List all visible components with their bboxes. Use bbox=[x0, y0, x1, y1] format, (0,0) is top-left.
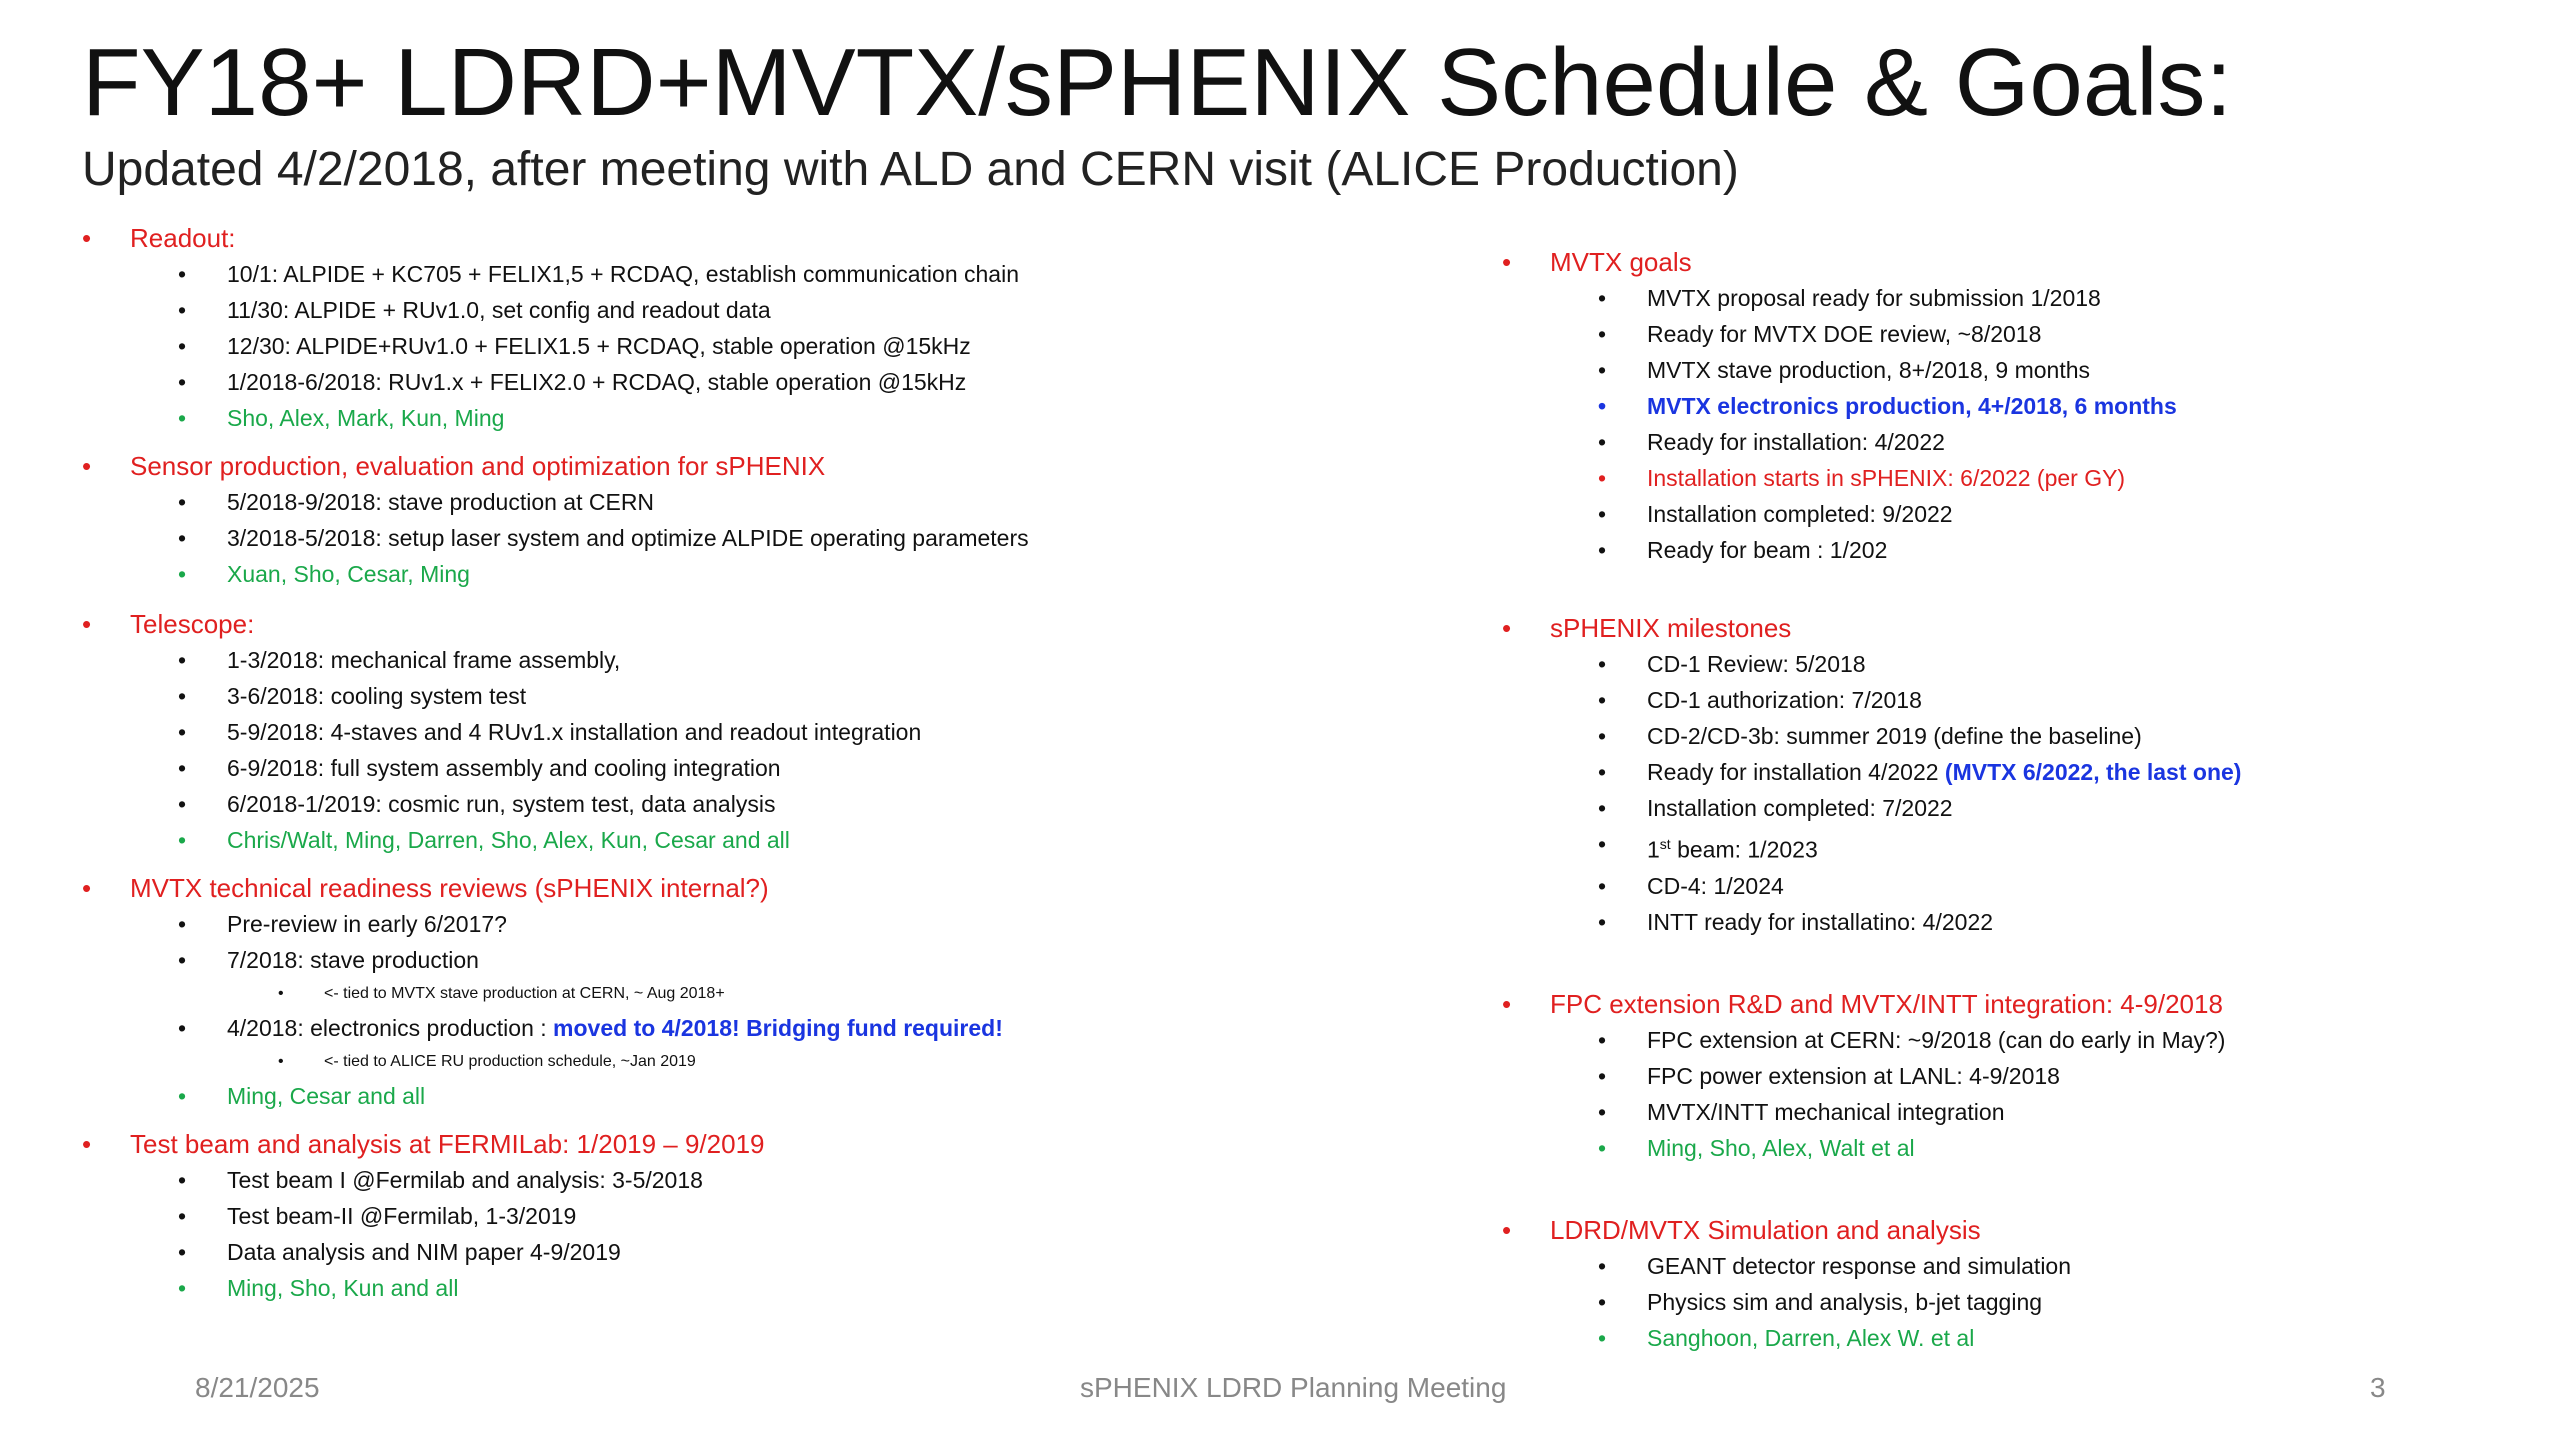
section-reviews bbox=[82, 870, 1382, 1114]
item-highlight: moved to 4/2018! Bridging fund required! bbox=[553, 1015, 1003, 1041]
people-list: • Chris/Walt, Ming, Darren, Sho, Alex, Kun, Cesar and all bbox=[82, 822, 1382, 858]
list-item: • Physics sim and analysis, b-jet tagging bbox=[1502, 1284, 2502, 1320]
section-mvtx-goals bbox=[1502, 244, 2502, 568]
right-column bbox=[1502, 244, 2502, 1356]
people-list: • Ming, Sho, Kun and all bbox=[82, 1270, 1382, 1306]
list-item: • CD-1 Review: 5/2018 bbox=[1502, 646, 2502, 682]
slide-title: FY18+ LDRD+MVTX/sPHENIX Schedule & Goals: bbox=[82, 29, 2233, 136]
list-item: • Data analysis and NIM paper 4-9/2019 bbox=[82, 1234, 1382, 1270]
people-list: • Ming, Sho, Alex, Walt et al bbox=[1502, 1130, 2502, 1166]
section-simulation bbox=[1502, 1212, 2502, 1356]
beam-text: beam: 1/2023 bbox=[1670, 836, 1818, 863]
list-item: • CD-2/CD-3b: summer 2019 (define the baseline) bbox=[1502, 718, 2502, 754]
section-telescope bbox=[82, 606, 1382, 858]
list-item: • GEANT detector response and simulation bbox=[1502, 1248, 2502, 1284]
section-heading: • MVTX technical readiness reviews (sPHENIX internal?) bbox=[82, 870, 1382, 906]
list-item: • Pre-review in early 6/2017? bbox=[82, 906, 1382, 942]
list-item: • Test beam-II @Fermilab, 1-3/2019 bbox=[82, 1198, 1382, 1234]
list-item-alert: • Installation starts in sPHENIX: 6/2022 (per GY) bbox=[1502, 460, 2502, 496]
list-item bbox=[1502, 754, 2502, 790]
list-item: • 3-6/2018: cooling system test bbox=[82, 678, 1382, 714]
list-item: • 6-9/2018: full system assembly and cooling integration bbox=[82, 750, 1382, 786]
list-item bbox=[1502, 826, 2502, 868]
beam-number: 1 bbox=[1647, 836, 1660, 863]
section-heading: • FPC extension R&D and MVTX/INTT integration: 4-9/2018 bbox=[1502, 986, 2502, 1022]
list-item: • Ready for installation: 4/2022 bbox=[1502, 424, 2502, 460]
list-item: • 1/2018-6/2018: RUv1.x + FELIX2.0 + RCDAQ, stable operation @15kHz bbox=[82, 364, 1382, 400]
list-item: • 5-9/2018: 4-staves and 4 RUv1.x installation and readout integration bbox=[82, 714, 1382, 750]
list-item: • 10/1: ALPIDE + KC705 + FELIX1,5 + RCDAQ, establish communication chain bbox=[82, 256, 1382, 292]
list-item: • Test beam I @Fermilab and analysis: 3-5/2018 bbox=[82, 1162, 1382, 1198]
list-item: • Installation completed: 9/2022 bbox=[1502, 496, 2502, 532]
section-sensor bbox=[82, 448, 1382, 592]
list-item: • MVTX proposal ready for submission 1/2018 bbox=[1502, 280, 2502, 316]
list-item: • FPC power extension at LANL: 4-9/2018 bbox=[1502, 1058, 2502, 1094]
list-item: • 7/2018: stave production bbox=[82, 942, 1382, 978]
list-item: • MVTX/INTT mechanical integration bbox=[1502, 1094, 2502, 1130]
sub-item: • <- tied to ALICE RU production schedule, ~Jan 2019 bbox=[82, 1046, 1382, 1078]
sub-item: • <- tied to MVTX stave production at CERN, ~ Aug 2018+ bbox=[82, 978, 1382, 1010]
section-heading: • MVTX goals bbox=[1502, 244, 2502, 280]
list-item: • Installation completed: 7/2022 bbox=[1502, 790, 2502, 826]
people-list: • Xuan, Sho, Cesar, Ming bbox=[82, 556, 1382, 592]
list-item: • CD-1 authorization: 7/2018 bbox=[1502, 682, 2502, 718]
section-fpc bbox=[1502, 986, 2502, 1166]
section-heading: • Readout: bbox=[82, 220, 1382, 256]
slide-subtitle: Updated 4/2/2018, after meeting with ALD and CERN visit (ALICE Production) bbox=[82, 143, 1739, 196]
people-list: • Sanghoon, Darren, Alex W. et al bbox=[1502, 1320, 2502, 1356]
list-item bbox=[82, 1010, 1382, 1046]
section-heading: • Telescope: bbox=[82, 606, 1382, 642]
section-heading: • Sensor production, evaluation and optimization for sPHENIX bbox=[82, 448, 1382, 484]
people-list: • Sho, Alex, Mark, Kun, Ming bbox=[82, 400, 1382, 436]
list-item: • 5/2018-9/2018: stave production at CERN bbox=[82, 484, 1382, 520]
section-heading: • Test beam and analysis at FERMILab: 1/2019 – 9/2019 bbox=[82, 1126, 1382, 1162]
item-highlight: (MVTX 6/2022, the last one) bbox=[1944, 759, 2242, 785]
list-item: • Ready for MVTX DOE review, ~8/2018 bbox=[1502, 316, 2502, 352]
list-item: • MVTX stave production, 8+/2018, 9 months bbox=[1502, 352, 2502, 388]
item-text: 4/2018: electronics production : bbox=[227, 1015, 554, 1041]
list-item: • 1-3/2018: mechanical frame assembly, bbox=[82, 642, 1382, 678]
beam-ordinal: st bbox=[1659, 836, 1671, 852]
section-heading: • sPHENIX milestones bbox=[1502, 610, 2502, 646]
section-testbeam bbox=[82, 1126, 1382, 1306]
list-item: • 3/2018-5/2018: setup laser system and optimize ALPIDE operating parameters bbox=[82, 520, 1382, 556]
section-readout bbox=[82, 220, 1382, 436]
list-item: • 11/30: ALPIDE + RUv1.0, set config and readout data bbox=[82, 292, 1382, 328]
list-item: • CD-4: 1/2024 bbox=[1502, 868, 2502, 904]
list-item-highlight: • MVTX electronics production, 4+/2018, 6 months bbox=[1502, 388, 2502, 424]
list-item: • FPC extension at CERN: ~9/2018 (can do early in May?) bbox=[1502, 1022, 2502, 1058]
section-heading: • LDRD/MVTX Simulation and analysis bbox=[1502, 1212, 2502, 1248]
footer-date: 8/21/2025 bbox=[195, 1372, 320, 1403]
section-sphenix-milestones bbox=[1502, 610, 2502, 940]
people-list: • Ming, Cesar and all bbox=[82, 1078, 1382, 1114]
item-text: Ready for installation 4/2022 bbox=[1647, 759, 1945, 785]
list-item: • 6/2018-1/2019: cosmic run, system test, data analysis bbox=[82, 786, 1382, 822]
list-item: • INTT ready for installatino: 4/2022 bbox=[1502, 904, 2502, 940]
footer-title: sPHENIX LDRD Planning Meeting bbox=[1080, 1372, 1507, 1403]
list-item: • 12/30: ALPIDE+RUv1.0 + FELIX1.5 + RCDAQ, stable operation @15kHz bbox=[82, 328, 1382, 364]
list-item: • Ready for beam : 1/202 bbox=[1502, 532, 2502, 568]
left-column bbox=[82, 220, 1382, 1306]
page-number: 3 bbox=[2370, 1372, 2386, 1403]
